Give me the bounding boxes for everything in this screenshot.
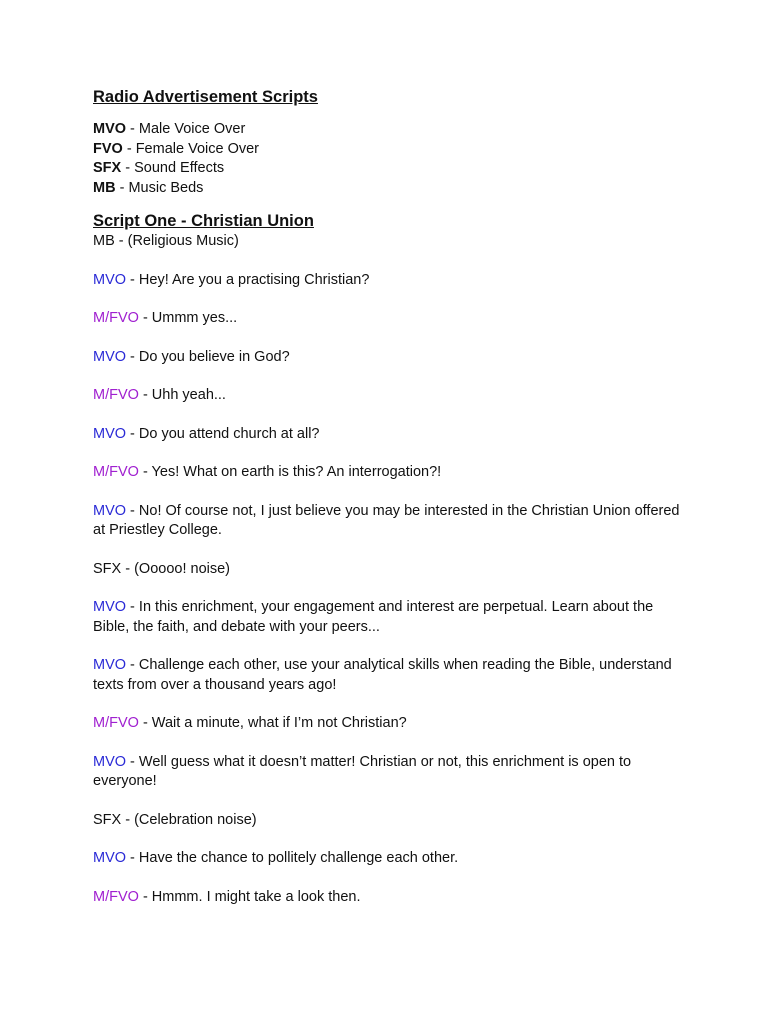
script-line	[93, 425, 693, 445]
speaker-label: MVO	[93, 271, 127, 288]
script-one-intro: MB - (Religious Music)	[93, 233, 239, 249]
line-text: - Hey! Are you a practising Christian?	[126, 271, 370, 288]
line-text: - In this enrichment, your engagement and interest are perpetual. Learn about the Bible, the faith, and debate with your peers...	[93, 599, 654, 635]
speaker-label: MVO	[93, 348, 127, 365]
speaker-label: MVO	[93, 657, 127, 673]
legend-code: MB	[93, 179, 116, 196]
script-line	[93, 386, 693, 406]
line-text: - Yes! What on earth is this? An interrogation?!	[138, 464, 442, 480]
legend-row-mvo	[93, 120, 693, 140]
line-text: - Wait a minute, what if I’m not Christian?	[138, 715, 407, 731]
document-page	[93, 86, 693, 926]
script-line	[93, 502, 693, 541]
speaker-label: MVO	[93, 850, 127, 866]
legend-code: SFX	[93, 160, 122, 176]
script-line	[93, 271, 693, 291]
script-line	[93, 753, 693, 792]
line-text: - Do you believe in God?	[126, 348, 290, 365]
script-line	[93, 888, 693, 908]
script-line	[93, 656, 693, 695]
speaker-label: MVO	[93, 599, 127, 615]
speaker-label: M/FVO	[93, 888, 139, 905]
speaker-label: M/FVO	[93, 715, 139, 731]
legend-code: FVO	[93, 140, 123, 157]
line-text: - Challenge each other, use your analytical skills when reading the Bible, understand texts from over a thousand years ago!	[93, 657, 672, 693]
script-line	[93, 309, 693, 329]
speaker-label: SFX	[93, 560, 122, 577]
script-line	[93, 811, 693, 831]
legend	[93, 120, 693, 198]
script-line	[93, 714, 693, 734]
script-line	[93, 348, 693, 368]
script-one-title: Script One - Christian Union	[93, 212, 314, 230]
legend-text: - Male Voice Over	[126, 121, 246, 137]
legend-row-mb	[93, 179, 693, 199]
speaker-label: M/FVO	[93, 464, 139, 480]
line-text: - (Ooooo! noise)	[121, 560, 231, 577]
line-text: - No! Of course not, I just believe you may be interested in the Christian Union offered at Priestley College.	[93, 502, 680, 538]
speaker-label: MVO	[93, 425, 127, 442]
script-line	[93, 849, 693, 869]
script-line	[93, 598, 693, 637]
script-line	[93, 560, 693, 580]
speaker-label: SFX	[93, 811, 122, 828]
legend-row-fvo	[93, 140, 693, 160]
legend-code: MVO	[93, 121, 127, 137]
speaker-label: MVO	[93, 753, 127, 770]
script-line	[93, 463, 693, 483]
legend-text: - Music Beds	[115, 179, 204, 196]
line-text: - Hmmm. I might take a look then.	[138, 888, 361, 905]
line-text: - Have the chance to pollitely challenge each other.	[126, 850, 459, 866]
document-title: Radio Advertisement Scripts	[93, 88, 318, 106]
speaker-label: MVO	[93, 502, 127, 519]
line-text: - Uhh yeah...	[138, 387, 226, 403]
line-text: - Do you attend church at all?	[126, 425, 320, 442]
legend-text: - Female Voice Over	[122, 140, 259, 157]
speaker-label: M/FVO	[93, 387, 139, 403]
legend-row-sfx	[93, 159, 693, 179]
line-text: - Ummm yes...	[138, 310, 238, 326]
line-text: - Well guess what it doesn’t matter! Christian or not, this enrichment is open to everyone!	[93, 753, 632, 789]
speaker-label: M/FVO	[93, 310, 139, 326]
line-text: - (Celebration noise)	[121, 811, 257, 828]
script-lines	[93, 271, 693, 908]
legend-text: - Sound Effects	[121, 160, 225, 176]
